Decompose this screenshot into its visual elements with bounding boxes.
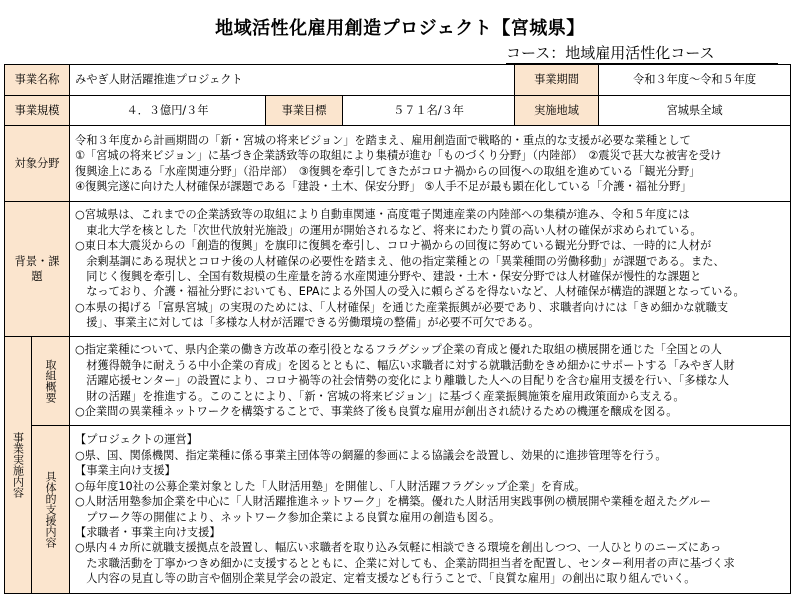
area-label: 実施地域 (515, 96, 599, 126)
scale-value: ４．３億円/３年 (70, 96, 266, 126)
period-value: 令和３年度～令和５年度 (599, 65, 791, 96)
overview-text (70, 337, 791, 426)
scale-label: 事業規模 (5, 96, 70, 126)
text-line: ○県内４カ所に就職支援拠点を設置し、幅広い求職者を取り込み気軽に相談できる環境を創出しつつ、一人ひとりのニーズにあっ (75, 541, 722, 555)
text-line: 同じく復興を牽引し、全国有数規模の生産量を誇る水産関連分野や、建設・土木・保安分野では人材確保が慢性的な課題と (75, 270, 702, 283)
implementation-label-text: 事業実施内容 (11, 432, 25, 498)
text-line: 復興途上にある「水産関連分野」（沿岸部） ③復興を牽引してきたがコロナ禍からの回復への取組を進めている「観光分野」 (75, 164, 701, 178)
period-label: 事業期間 (515, 65, 599, 96)
text-line: ○本県の掲げる「富県宮城」の実現のためには、「人材確保」を通じた産業振興が必要であり、求職者向けには「きめ細かな就職支 (75, 300, 729, 314)
implementation-label (5, 337, 32, 594)
text-line: プワーク等の開催により、ネットワーク参加企業による良質な雇用の創造も図る。 (75, 510, 501, 524)
target-label: 事業目標 (266, 96, 343, 126)
text-line: 【プロジェクトの運営】 (75, 433, 198, 447)
background-label: 背景・課題 (5, 202, 70, 337)
text-line: 人内容の見直し等の助言や個別企業見学会の設定、定着支援なども行うことで、「良質な雇用」の創出に取り組んでいく。 (75, 572, 696, 586)
text-line: ④復興完遂に向けた人材確保が課題である「建設・土木、保安分野」 ⑤人手不足が最も顕在化している「介護・福祉分野」 (75, 179, 692, 193)
row-target-field (5, 126, 791, 202)
text-line: ○毎年度10社の公募企業対象とした「人財活用塾」を開催し、「人財活躍フラグシップ企業」を育成。 (75, 479, 586, 493)
text-line: ○東日本大震災からの「創造的復興」を旗印に復興を牽引し、コロナ禍からの回復に努めている観光分野では、一時的に人材が (75, 239, 712, 253)
project-table (4, 64, 791, 594)
overview-label-text: 取組概要 (44, 359, 57, 403)
text-line: 材獲得競争に耐えうる中小企業の育成」を図るとともに、幅広い求職者に対する就職活動をきめ細かにサポートする「みやぎ人財 (75, 358, 735, 372)
page-title: 地域活性化雇用創造プロジェクト【宮城県】 (215, 18, 585, 39)
detail-text (70, 426, 791, 594)
text-line: ○企業間の異業種ネットワークを構築することで、事業終了後も良質な雇用が創出され続けるための機運を醸成を図る。 (75, 405, 678, 419)
detail-label-text: 具体的支援内容 (44, 471, 57, 548)
text-line: 東北大学を核とした「次世代放射光施設」の運用が開始されるなど、将来にわたり質の高い人材の確保が求められている。 (75, 223, 702, 237)
text-line: 【求職者・事業主向け支援】 (75, 525, 221, 539)
row-background (5, 202, 791, 337)
row-project-name (5, 65, 791, 96)
text-line: ○県、国、関係機関、指定業種に係る事業主団体等の網羅的参画による協議会を設置し、効果的に進捗管理等を行う。 (75, 448, 667, 462)
text-line: 活躍応援センター」の設置により、コロナ禍等の社会情勢の変化により離職した人への目配りを含む雇用支援を行い、「多様な人 (75, 374, 730, 388)
row-detail (5, 426, 791, 594)
target-field-label: 対象分野 (5, 126, 70, 202)
row-scale (5, 96, 791, 126)
text-line: ○指定業種について、県内企業の働き方改革の牽引役となるフラグシップ企業の育成と優れた取組の横展開を通じた「全国との人 (75, 343, 722, 357)
text-line: 余剰基調にある現状とコロナ後の人材確保の必要性を踏まえ、他の指定業種との「異業種間の労働移動」が課題である。また、 (75, 254, 725, 268)
text-line: た求職活動を丁寧かつきめ細かに支援するとともに、企業に対しても、企業訪問担当者を配置し、センター利用者の声に基づく求 (75, 556, 735, 570)
row-overview (5, 337, 791, 426)
target-field-text (70, 126, 791, 202)
text-line: ○人財活用塾参加企業を中心に「人財活躍推進ネットワーク」を構築。優れた人財活用実践事例の横展開や業種を超えたグルー (75, 495, 711, 509)
target-value: ５７１名/３年 (343, 96, 515, 126)
background-text (70, 202, 791, 337)
text-line: ①「宮城の将来ビジョン」に基づき企業誘致等の取組により集積が進む「ものづくり分野」（内陸部） ②震災で甚大な被害を受け (75, 149, 722, 163)
detail-label (32, 426, 70, 594)
course-label: コース：地域雇用活性化コース (506, 43, 778, 64)
text-line: なっており、介護・福祉分野においても、EPAによる外国人の受入に頼らざるを得ないなど、人材確保が構造的課題となっている。 (75, 285, 745, 299)
name-label: 事業名称 (5, 65, 70, 96)
text-line: 財の活躍」を推進する。このことにより、「新・宮城の将来ビジョン」に基づく産業振興施策を雇用政策面から支える。 (75, 389, 685, 403)
text-line: ○宮城県は、これまでの企業誘致等の取組により自動車関連・高度電子関連産業の内陸部への集積が進み、令和５年度には (75, 208, 690, 222)
text-line: 令和３年度から計画期間の「新・宮城の将来ビジョン」を踏まえ、雇用創造面で戦略的・重点的な支援が必要な業種として (75, 133, 691, 147)
text-line: 【事業主向け支援】 (75, 464, 176, 478)
area-value: 宮城県全域 (599, 96, 791, 126)
overview-label (32, 337, 70, 426)
text-line: 援」、事業主に対しては「多様な人材が活躍できる労働環境の整備」が必要不可欠である。 (75, 316, 540, 330)
name-value: みやぎ人財活躍推進プロジェクト (70, 65, 515, 96)
